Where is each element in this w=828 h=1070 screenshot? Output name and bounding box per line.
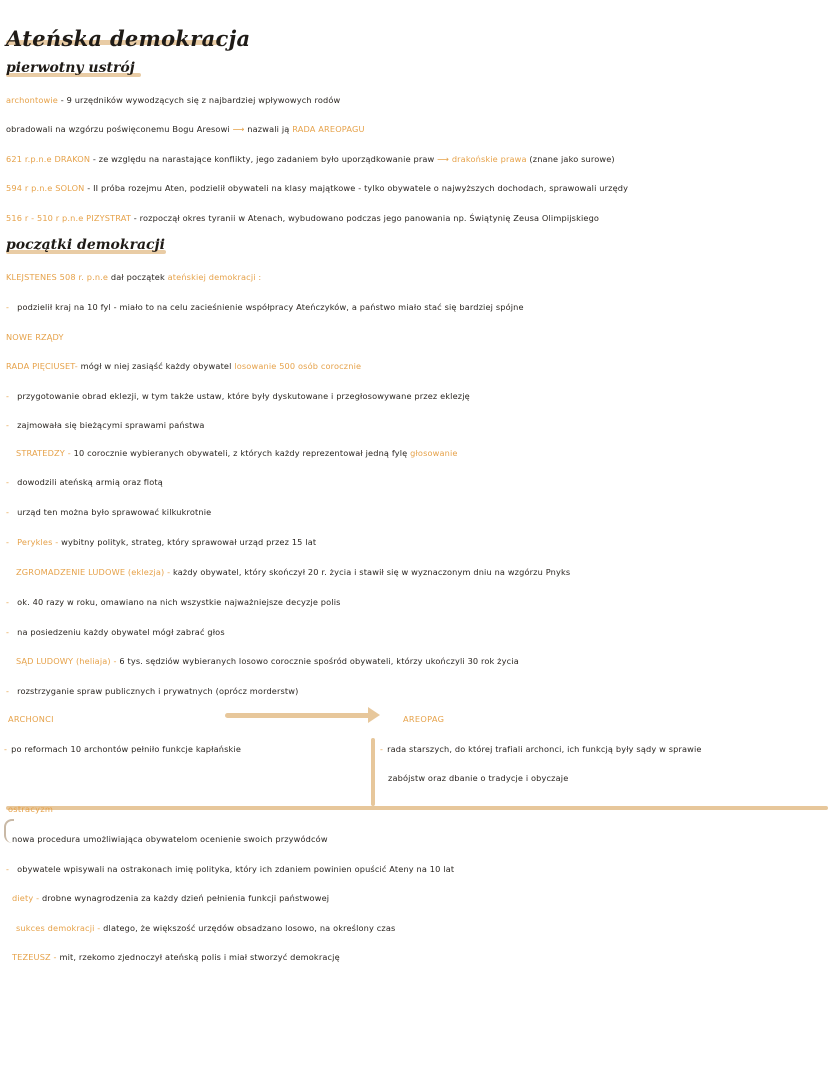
label-archonci: ARCHONCI — [8, 714, 54, 724]
note-line — [6, 536, 820, 548]
frame-divider-horizontal — [6, 806, 828, 810]
note-line — [6, 212, 820, 224]
term-pizystrat: 516 r - 510 r p.n.e PIZYSTRAT — [6, 213, 132, 223]
term-perykles: Perykles - — [17, 537, 59, 547]
frame-divider-vertical — [371, 738, 375, 806]
term-archontowie: archontowie — [6, 95, 58, 105]
label-ostracyzm: ostracyzm — [8, 804, 54, 814]
bullet-dash: - — [6, 864, 10, 874]
note-text: nowa procedura umożliwiająca obywatelom ocenienie swoich przywódców — [12, 834, 328, 844]
note-line — [380, 743, 702, 755]
note-line — [6, 182, 820, 194]
note-line — [6, 626, 820, 638]
note-text: obradowali na wzgórzu poświęconemu Bogu Aresowi — [6, 124, 230, 134]
note-line — [6, 153, 820, 165]
bullet-dash: - — [6, 420, 10, 430]
term-sad-ludowy: SĄD LUDOWY (heliaja) - — [16, 656, 117, 666]
note-text: - tylko obywatele o najwyższych dochodach, sprawowali urzędy — [358, 183, 629, 193]
note-text: - ze względu na narastające konflikty, jego zadaniem było uporządkowanie praw — [92, 154, 435, 164]
note-text: po reformach 10 archontów pełniło funkcje kapłańskie — [11, 744, 242, 754]
note-line — [4, 743, 241, 755]
note-text: przygotowanie obrad eklezji, w tym także ustaw, które były dyskutowane i przegłosowywane przez eklezję — [17, 391, 470, 401]
note-text: zabójstw oraz dbanie o tradycje i obyczaje — [388, 773, 569, 783]
note-text: mógł w niej zasiąść każdy obywatel — [80, 361, 232, 371]
term-zgromadzenie-ludowe: ZGROMADZENIE LUDOWE (eklezja) - — [16, 567, 171, 577]
note-text: (znane jako surowe) — [529, 154, 615, 164]
section-heading-poczatki: początki demokracji — [6, 237, 165, 253]
term-losowanie: losowanie 500 osób corocznie — [234, 361, 362, 371]
note-text: rada starszych, do której trafiali archonci, ich funkcją były sądy w sprawie — [387, 744, 702, 754]
note-text: - rozpoczął okres tyranii w Atenach, wybudowano podczas jego panowania np. Świątynię Zeusa Olimpijskiego — [133, 213, 600, 223]
arrow-icon — [225, 713, 373, 718]
note-line — [6, 476, 820, 488]
note-text: nazwali ją — [247, 124, 290, 134]
note-line — [12, 833, 820, 845]
term-drakon: 621 r.p.n.e DRAKON — [6, 154, 91, 164]
note-line — [6, 506, 820, 518]
note-line — [6, 360, 820, 372]
note-line — [6, 892, 820, 904]
term-diety: diety - — [12, 893, 40, 903]
bullet-dash: - — [6, 477, 10, 487]
note-text: na posiedzeniu każdy obywatel mógł zabrać głos — [17, 627, 225, 637]
note-text: dał początek — [110, 272, 165, 282]
arrow-head-icon — [368, 707, 380, 723]
note-text: rozstrzyganie spraw publicznych i prywatnych (oprócz morderstw) — [17, 686, 299, 696]
note-line — [6, 390, 820, 402]
note-line — [6, 271, 820, 283]
note-text: mit, rzekomo zjednoczył ateńską polis i miał stworzyć demokrację — [59, 952, 340, 962]
bullet-dash: - — [6, 537, 10, 547]
note-text: zajmowała się bieżącymi sprawami państwa — [17, 420, 205, 430]
term-demokracja: ateńskiej demokracji : — [167, 272, 262, 282]
note-line — [6, 123, 820, 135]
term-solon: 594 r p.n.e SOLON — [6, 183, 85, 193]
note-text: drobne wynagrodzenia za każdy dzień pełnienia funkcji państwowej — [41, 893, 330, 903]
note-line — [6, 301, 820, 313]
term-stratedzy: STRATEDZY - — [16, 448, 71, 458]
note-line — [6, 596, 820, 608]
note-text: 6 tys. sędziów wybieranych losowo corocznie spośród obywateli, którzy ukończyli 30 rok życia — [119, 656, 519, 666]
term-klejstenes: KLEJSTENES 508 r. p.n.e — [6, 272, 109, 282]
note-line — [6, 447, 820, 459]
note-text: - 9 urzędników wywodzących się z najbardziej wpływowych rodów — [60, 95, 341, 105]
note-text: 10 corocznie wybieranych obywateli, z których każdy reprezentował jedną fylę — [73, 448, 408, 458]
note-text: podzielił kraj na 10 fyl - miało to na celu zacieśnienie współpracy Ateńczyków, a państwo miało stać się bardziej spójne — [17, 302, 524, 312]
bullet-dash: - — [6, 686, 10, 696]
term-rada-pieciuset: RADA PIĘCIUSET- — [6, 361, 78, 371]
bullet-dash: - — [6, 627, 10, 637]
note-line — [6, 94, 820, 106]
bullet-dash: - — [6, 391, 10, 401]
note-line — [6, 566, 820, 578]
note-line — [6, 685, 820, 697]
note-text: ok. 40 razy w roku, omawiano na nich wszystkie najważniejsze decyzje polis — [17, 597, 341, 607]
bullet-dash: - — [380, 744, 384, 754]
bullet-dash: - — [6, 507, 10, 517]
arrow-icon: ⟶ — [437, 154, 450, 164]
note-text: dowodzili ateńską armią oraz flotą — [17, 477, 163, 487]
note-text: urząd ten można było sprawować kilkukrotnie — [17, 507, 212, 517]
section-heading-pierwotny: pierwotny ustrój — [6, 60, 135, 76]
note-text: wybitny polityk, strateg, który sprawował urząd przez 15 lat — [61, 537, 317, 547]
label-areopag: AREOPAG — [403, 714, 445, 724]
note-line — [6, 419, 820, 431]
term-sukces-demokracji: sukces demokracji - — [16, 923, 101, 933]
arrow-icon: ⟶ — [232, 124, 245, 134]
term-glosowanie: głosowanie — [410, 448, 458, 458]
note-line — [6, 951, 820, 963]
note-text: obywatele wpisywali na ostrakonach imię polityka, który ich zdaniem powinien opuścić Ateny na 10 lat — [17, 864, 455, 874]
bullet-dash: - — [6, 597, 10, 607]
page-title: Ateńska demokracja — [6, 26, 251, 51]
note-line — [6, 655, 820, 667]
term-rada-areopagu: RADA AREOPAGU — [292, 124, 365, 134]
bullet-dash: - — [6, 302, 10, 312]
note-text: dlatego, że większość urzędów obsadzano losowo, na określony czas — [103, 923, 396, 933]
note-text: - II próba rozejmu Aten, podzielił obywateli na klasy majątkowe — [87, 183, 356, 193]
note-line — [6, 863, 820, 875]
term-drakonskie-prawa: drakońskie prawa — [451, 154, 527, 164]
note-line — [6, 922, 820, 934]
bullet-dash: - — [4, 744, 8, 754]
term-tezeusz: TEZEUSZ - — [12, 952, 57, 962]
note-text: każdy obywatel, który skończył 20 r. życia i stawił się w wyznaczonym dniu na wzgórzu Pnyks — [172, 567, 571, 577]
subheading-nowe-rzady: NOWE RZĄDY — [6, 332, 64, 342]
note-line — [388, 772, 568, 784]
